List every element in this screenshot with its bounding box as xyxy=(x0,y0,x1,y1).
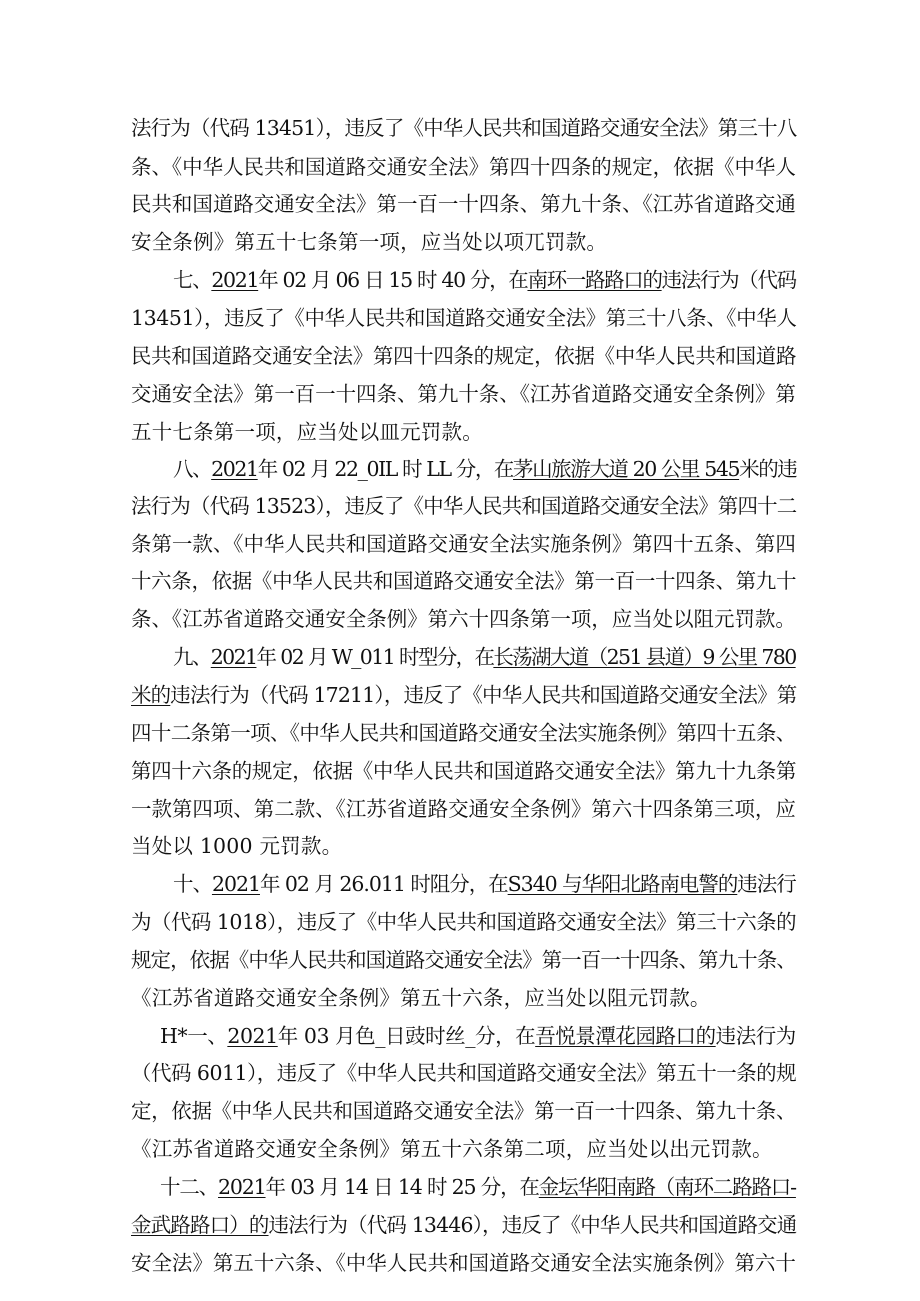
text-line: 《江苏省道路交通安全条例》第五十六条，应当处以阻元罚款。 xyxy=(131,986,711,1010)
text-line: 民共和国道路交通安全法》第四十四条的规定，依据《中华人民共和国道路 xyxy=(131,344,797,368)
violation-location-continued: 金武路路口）的 xyxy=(131,1213,269,1237)
paragraph-9-first-line: 九、2021年 02 月 W_011 时型分，在长荡湖大道（251 县道）9 公里 780 xyxy=(173,645,796,669)
year: 2021 xyxy=(210,645,257,669)
paragraph-7-first-line: 七、2021年 02 月 06 日 15 时 40 分，在南环一路路口的违法行为（代码 xyxy=(173,268,796,292)
text-line: 法行为（代码 13523），违反了《中华人民共和国道路交通安全法》第四十二 xyxy=(131,494,797,518)
text-line: 条第一款、《中华人民共和国道路交通安全法实施条例》第四十五条、第四 xyxy=(131,532,796,556)
text-line: 安全法》第五十六条、《中华人民共和国道路交通安全法实施条例》第六十 xyxy=(131,1251,796,1275)
text-line: （代码 6011），违反了《中华人民共和国道路交通安全法》第五十一条的规 xyxy=(131,1061,797,1085)
text-line: 交通安全法》第一百一十四条、第九十条、《江苏省道路交通安全条例》第 xyxy=(131,382,796,406)
text-line: 四十二条第一项、《中华人民共和国道路交通安全法实施条例》第四十五条、 xyxy=(131,721,796,745)
text-line: 13451），违反了《中华人民共和国道路交通安全法》第三十八条、《中华人 xyxy=(131,306,797,330)
text-line: 定，依据《中华人民共和国道路交通安全法》第一百一十四条、第九十条、 xyxy=(131,1099,797,1123)
text-line: 第四十六条的规定，依据《中华人民共和国道路交通安全法》第九十九条第 xyxy=(131,759,797,783)
violation-location: 金坛华阳南路（南环二路路口- xyxy=(538,1175,796,1199)
violation-location: S340 与华阳北路南电警的 xyxy=(507,872,738,896)
text-line: 十六条，依据《中华人民共和国道路交通安全法》第一百一十四条、第九十 xyxy=(131,569,797,593)
violation-location: 茅山旅游大道 20 公里 545 xyxy=(513,457,740,481)
year: 2021 xyxy=(211,457,258,481)
text-line: 一款第四项、第二款、《江苏省道路交通安全条例》第六十四条第三项，应 xyxy=(131,797,796,821)
paragraph-12-first-line: 十二、2021年 03 月 14 日 14 时 25 分，在金坛华阳南路（南环二路路口- xyxy=(160,1175,796,1199)
paragraph-11-first-line: H*一、2021年 03 月色_日豉时丝_分，在吾悦景潭花园路口的违法行为 xyxy=(160,1024,796,1048)
year: 2021 xyxy=(227,1024,278,1048)
violation-location-continued: 米的 xyxy=(131,683,171,707)
violation-location: 长荡湖大道（251 县道）9 公里 780 xyxy=(493,645,796,669)
text-line: 当处以 1000 元罚款。 xyxy=(131,834,343,858)
text-line: 五十七条第一项，应当处以皿元罚款。 xyxy=(131,420,483,444)
text-line: 条、《江苏省道路交通安全条例》第六十四条第一项，应当处以阻元罚款。 xyxy=(131,607,796,631)
text-line: 法行为（代码 13451），违反了《中华人民共和国道路交通安全法》第三十八 xyxy=(131,116,797,140)
year: 2021 xyxy=(218,1175,266,1199)
text-line: 《江苏省道路交通安全条例》第五十六条第二项，应当处以出元罚款。 xyxy=(131,1137,773,1161)
paragraph-9-second-line: 米的违法行为（代码 17211），违反了《中华人民共和国道路交通安全法》第 xyxy=(131,683,797,707)
paragraph-12-second-line: 金武路路口）的违法行为（代码 13446），违反了《中华人民共和国道路交通 xyxy=(131,1213,797,1237)
text-line: 民共和国道路交通安全法》第一百一十四条、第九十条、《江苏省道路交通 xyxy=(131,192,796,216)
paragraph-10-first-line: 十、2021年 02 月 26.011 时阻分，在S340 与华阳北路南电警的违法行 xyxy=(173,872,796,896)
text-line: 为（代码 1018），违反了《中华人民共和国道路交通安全法》第三十六条的 xyxy=(131,910,797,934)
year: 2021 xyxy=(211,872,260,896)
text-line: 条、《中华人民共和国道路交通安全法》第四十四条的规定，依据《中华人 xyxy=(131,155,796,179)
paragraph-8-first-line: 八、2021年 02 月 22_0IL 时 LL 分，在茅山旅游大道 20 公里 545米的违 xyxy=(173,457,797,481)
violation-location: 南环一路路口的 xyxy=(527,268,662,292)
year: 2021 xyxy=(211,268,259,292)
text-line: 规定，依据《中华人民共和国道路交通安全法》第一百一十四条、第九十条、 xyxy=(131,948,796,972)
violation-location: 吾悦景潭花园路口的 xyxy=(535,1024,716,1048)
text-line: 安全条例》第五十七条第一项，应当处以项兀罚款。 xyxy=(131,230,608,254)
